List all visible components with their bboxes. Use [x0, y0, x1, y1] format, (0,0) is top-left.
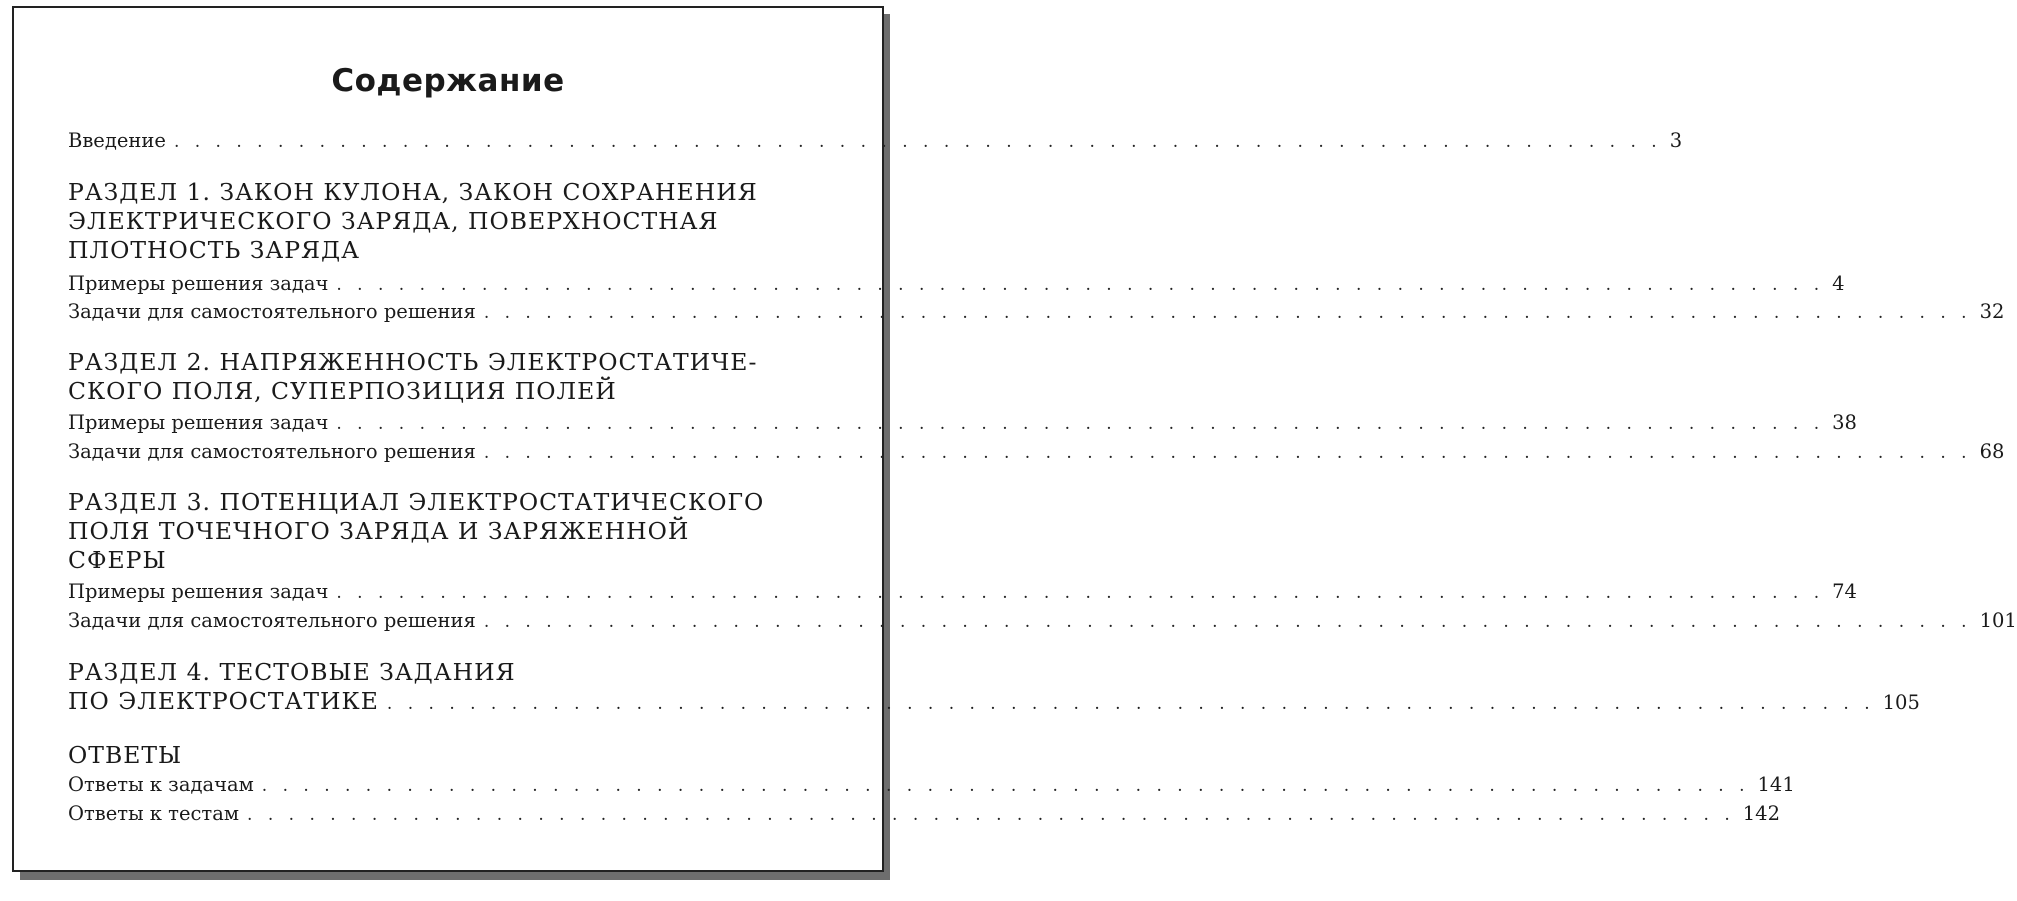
entry-label: Введение [68, 129, 166, 152]
leader-dots: . . . . . . . . . . . . . . . . . . . . . . . . . . . . . . . . . . . . . . . . . . . . . . . . . . . . . . . . . . . . . . . . . . . . . . . . [261, 776, 1750, 796]
entry-page: 38 [1832, 411, 1857, 434]
entry-page: 32 [1979, 300, 2005, 323]
section-heading-line: СКОГО ПОЛЯ, СУПЕРПОЗИЦИЯ ПОЛЕЙ [68, 377, 617, 405]
leader-dots: . . . . . . . . . . . . . . . . . . . . . . . . . . . . . . . . . . . . . . . . . . . . . . . . . . . . . . . . . . . . . . . . . . . . . . . . [483, 443, 1972, 463]
entry-page: 141 [1757, 773, 1795, 796]
section-heading-line: ПО ЭЛЕКТРОСТАТИКЕ [68, 687, 379, 715]
section-heading-line: РАЗДЕЛ 3. ПОТЕНЦИАЛ ЭЛЕКТРОСТАТИЧЕСКОГО [68, 488, 765, 516]
toc-entry[interactable] [68, 578, 1857, 606]
leader-dots: . . . . . . . . . . . . . . . . . . . . . . . . . . . . . . . . . . . . . . . . . . . . . . . . . . . . . . . . . . . . . . . . . . . . . . . . [173, 132, 1662, 152]
toc-entry[interactable] [68, 800, 1780, 828]
leader-dots: . . . . . . . . . . . . . . . . . . . . . . . . . . . . . . . . . . . . . . . . . . . . . . . . . . . . . . . . . . . . . . . . . . . . . . . . [336, 275, 1825, 295]
entry-label: Примеры решения задач [68, 411, 329, 434]
entry-page: 142 [1742, 802, 1780, 825]
leader-dots: . . . . . . . . . . . . . . . . . . . . . . . . . . . . . . . . . . . . . . . . . . . . . . . . . . . . . . . . . . . . . . . . . . . . . . . . [386, 694, 1875, 714]
toc-entry[interactable] [68, 409, 1857, 437]
leader-dots: . . . . . . . . . . . . . . . . . . . . . . . . . . . . . . . . . . . . . . . . . . . . . . . . . . . . . . . . . . . . . . . . . . . . . . . . [483, 612, 1972, 632]
section-2-heading[interactable] [68, 348, 842, 406]
entry-page: 74 [1832, 580, 1857, 603]
toc-entry[interactable] [68, 270, 1845, 298]
entry-page: 3 [1669, 129, 1683, 152]
leader-dots: . . . . . . . . . . . . . . . . . . . . . . . . . . . . . . . . . . . . . . . . . . . . . . . . . . . . . . . . . . . . . . . . . . . . . . . . [483, 303, 1972, 323]
leader-dots: . . . . . . . . . . . . . . . . . . . . . . . . . . . . . . . . . . . . . . . . . . . . . . . . . . . . . . . . . . . . . . . . . . . . . . . . [247, 805, 1735, 825]
section-heading-line: ПЛОТНОСТЬ ЗАРЯДА [68, 236, 360, 264]
toc-entry[interactable] [68, 438, 2005, 466]
entry-label: Задачи для самостоятельного решения [68, 609, 476, 632]
entry-label: Примеры решения задач [68, 272, 329, 295]
entry-page: 4 [1832, 272, 1845, 295]
toc-entry[interactable] [68, 771, 1795, 799]
section-heading-line-with-page [68, 687, 1920, 716]
answers-heading[interactable] [68, 741, 842, 770]
section-heading-line: ЭЛЕКТРИЧЕСКОГО ЗАРЯДА, ПОВЕРХНОСТНАЯ [68, 207, 719, 235]
entry-page: 105 [1882, 691, 1920, 714]
section-1-heading[interactable] [68, 178, 842, 265]
entry-label: Ответы к задачам [68, 773, 254, 796]
section-heading-line: ПОЛЯ ТОЧЕЧНОГО ЗАРЯДА И ЗАРЯЖЕННОЙ [68, 517, 690, 545]
entry-label: Примеры решения задач [68, 580, 329, 603]
toc-page [12, 6, 2017, 872]
section-heading-line: СФЕРЫ [68, 546, 167, 574]
section-heading-line: РАЗДЕЛ 4. ТЕСТОВЫЕ ЗАДАНИЯ [68, 658, 516, 686]
leader-dots: . . . . . . . . . . . . . . . . . . . . . . . . . . . . . . . . . . . . . . . . . . . . . . . . . . . . . . . . . . . . . . . . . . . . . . . . [336, 414, 1825, 434]
entry-label: Задачи для самостоятельного решения [68, 440, 476, 463]
entry-page: 68 [1979, 440, 2005, 463]
entry-label: Задачи для самостоятельного решения [68, 300, 476, 323]
toc-entry[interactable] [68, 298, 2005, 326]
leader-dots: . . . . . . . . . . . . . . . . . . . . . . . . . . . . . . . . . . . . . . . . . . . . . . . . . . . . . . . . . . . . . . . . . . . . . . . . [336, 583, 1825, 603]
section-heading-line: РАЗДЕЛ 2. НАПРЯЖЕННОСТЬ ЭЛЕКТРОСТАТИЧЕ- [68, 348, 758, 376]
entry-page: 101 [1979, 609, 2017, 632]
entry-label: Ответы к тестам [68, 802, 240, 825]
section-heading-line: ОТВЕТЫ [68, 741, 183, 769]
section-heading-line: РАЗДЕЛ 1. ЗАКОН КУЛОНА, ЗАКОН СОХРАНЕНИЯ [68, 178, 758, 206]
toc-entry-intro[interactable] [68, 127, 1683, 155]
section-3-heading[interactable] [68, 488, 842, 575]
toc-entry[interactable] [68, 607, 2017, 635]
page-title: Содержание [331, 63, 565, 99]
section-4-heading[interactable] [68, 658, 1920, 716]
